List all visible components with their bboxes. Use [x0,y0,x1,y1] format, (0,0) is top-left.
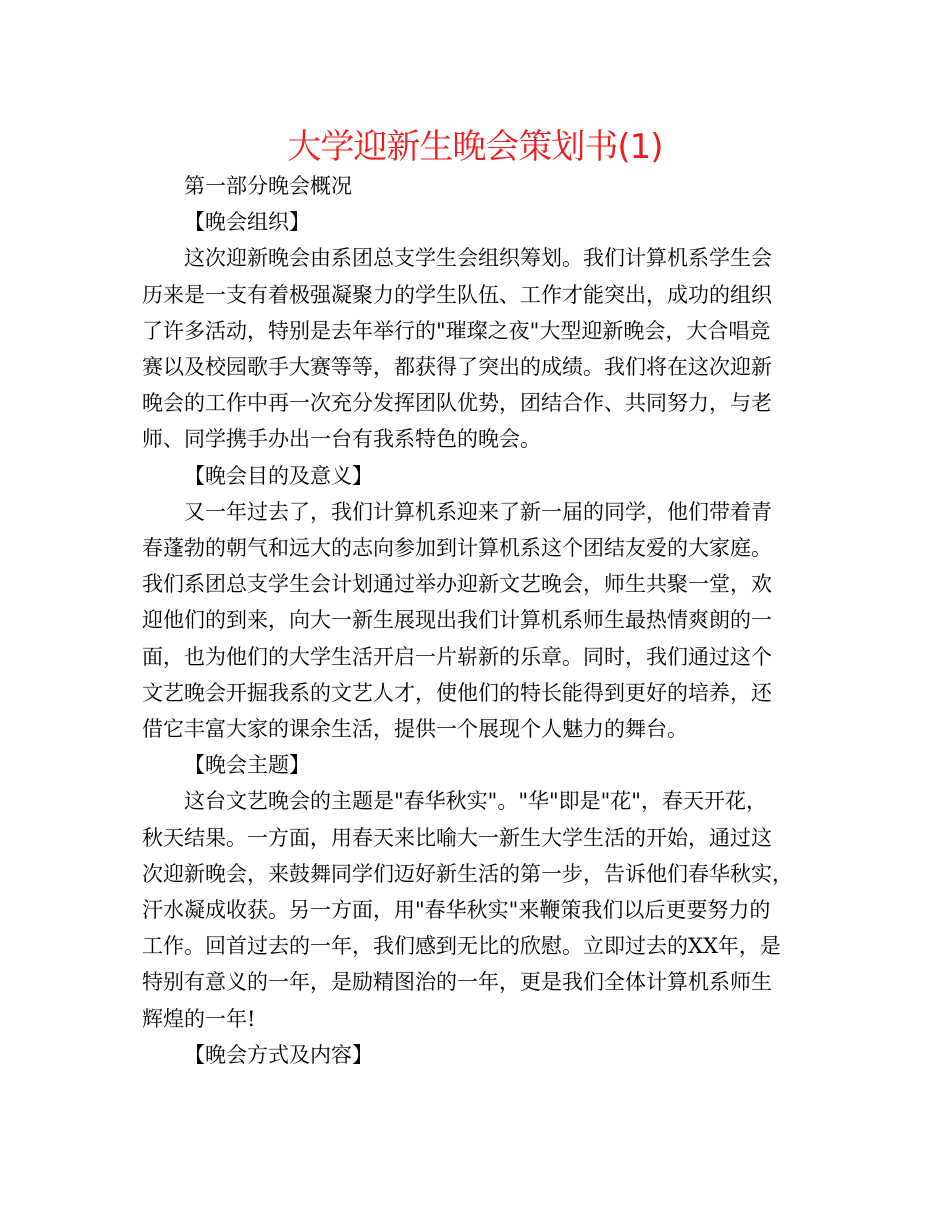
paragraph-line: 辉煌的一年! [142,1006,256,1031]
section-paragraph [142,783,822,1036]
section-heading: 【晚会目的及意义】 [184,463,373,488]
paragraph-line: 次迎新晚会，来鼓舞同学们迈好新生活的第一步，告诉他们春华秋实， [142,861,793,886]
section-paragraph [142,494,822,747]
document-title: 大学迎新生晚会策划书(1) [287,127,663,167]
paragraph-line: 又一年过去了，我们计算机系迎来了新一届的同学，他们带着青 [184,499,772,524]
section-heading: 【晚会方式及内容】 [184,1042,373,1067]
paragraph-line: 春蓬勃的朝气和远大的志向参加到计算机系这个团结友爱的大家庭。 [142,536,772,561]
section-heading: 【晚会主题】 [184,753,310,778]
section-heading: 【晚会组织】 [184,210,310,235]
paragraph-line: 这台文艺晚会的主题是"春华秋实"。"华"即是"花"，春天开花， [184,789,767,814]
paragraph-line: 晚会的工作中再一次充分发挥团队优势，团结合作、共同努力，与老 [142,391,772,416]
paragraph-line: 历来是一支有着极强凝聚力的学生队伍、工作才能突出，成功的组织 [142,282,772,307]
paragraph-line: 赛以及校园歌手大赛等等，都获得了突出的成绩。我们将在这次迎新 [142,355,772,380]
document-body [142,168,822,1073]
paragraph-line: 秋天结果。一方面，用春天来比喻大一新生大学生活的开始，通过这 [142,825,772,850]
paragraph-line: 我们系团总支学生会计划通过举办迎新文艺晚会，师生共聚一堂，欢 [142,572,772,597]
paragraph-line: 面，也为他们的大学生活开启一片崭新的乐章。同时，我们通过这个 [142,644,772,669]
section-paragraph [142,240,822,457]
paragraph-line: 师、同学携手办出一台有我系特色的晚会。 [142,427,541,452]
paragraph-line: 这次迎新晚会由系团总支学生会组织筹划。我们计算机系学生会 [184,246,772,271]
paragraph-line: 汗水凝成收获。另一方面，用"春华秋实"来鞭策我们以后更要努力的 [142,898,771,923]
paragraph-line: 特别有意义的一年，是励精图治的一年，更是我们全体计算机系师生 [142,970,772,995]
paragraph-line: 了许多活动，特别是去年举行的"璀璨之夜"大型迎新晚会，大合唱竞 [142,318,771,343]
paragraph-line: 迎他们的到来，向大一新生展现出我们计算机系师生最热情爽朗的一 [142,608,772,633]
paragraph-line: 工作。回首过去的一年，我们感到无比的欣慰。立即过去的XX年，是 [142,934,781,959]
paragraph-line: 文艺晚会开掘我系的文艺人才，使他们的特长能得到更好的培养，还 [142,680,772,705]
paragraph-line: 借它丰富大家的课余生活，提供一个展现个人魅力的舞台。 [142,717,688,742]
part-heading: 第一部分晚会概况 [184,174,352,198]
